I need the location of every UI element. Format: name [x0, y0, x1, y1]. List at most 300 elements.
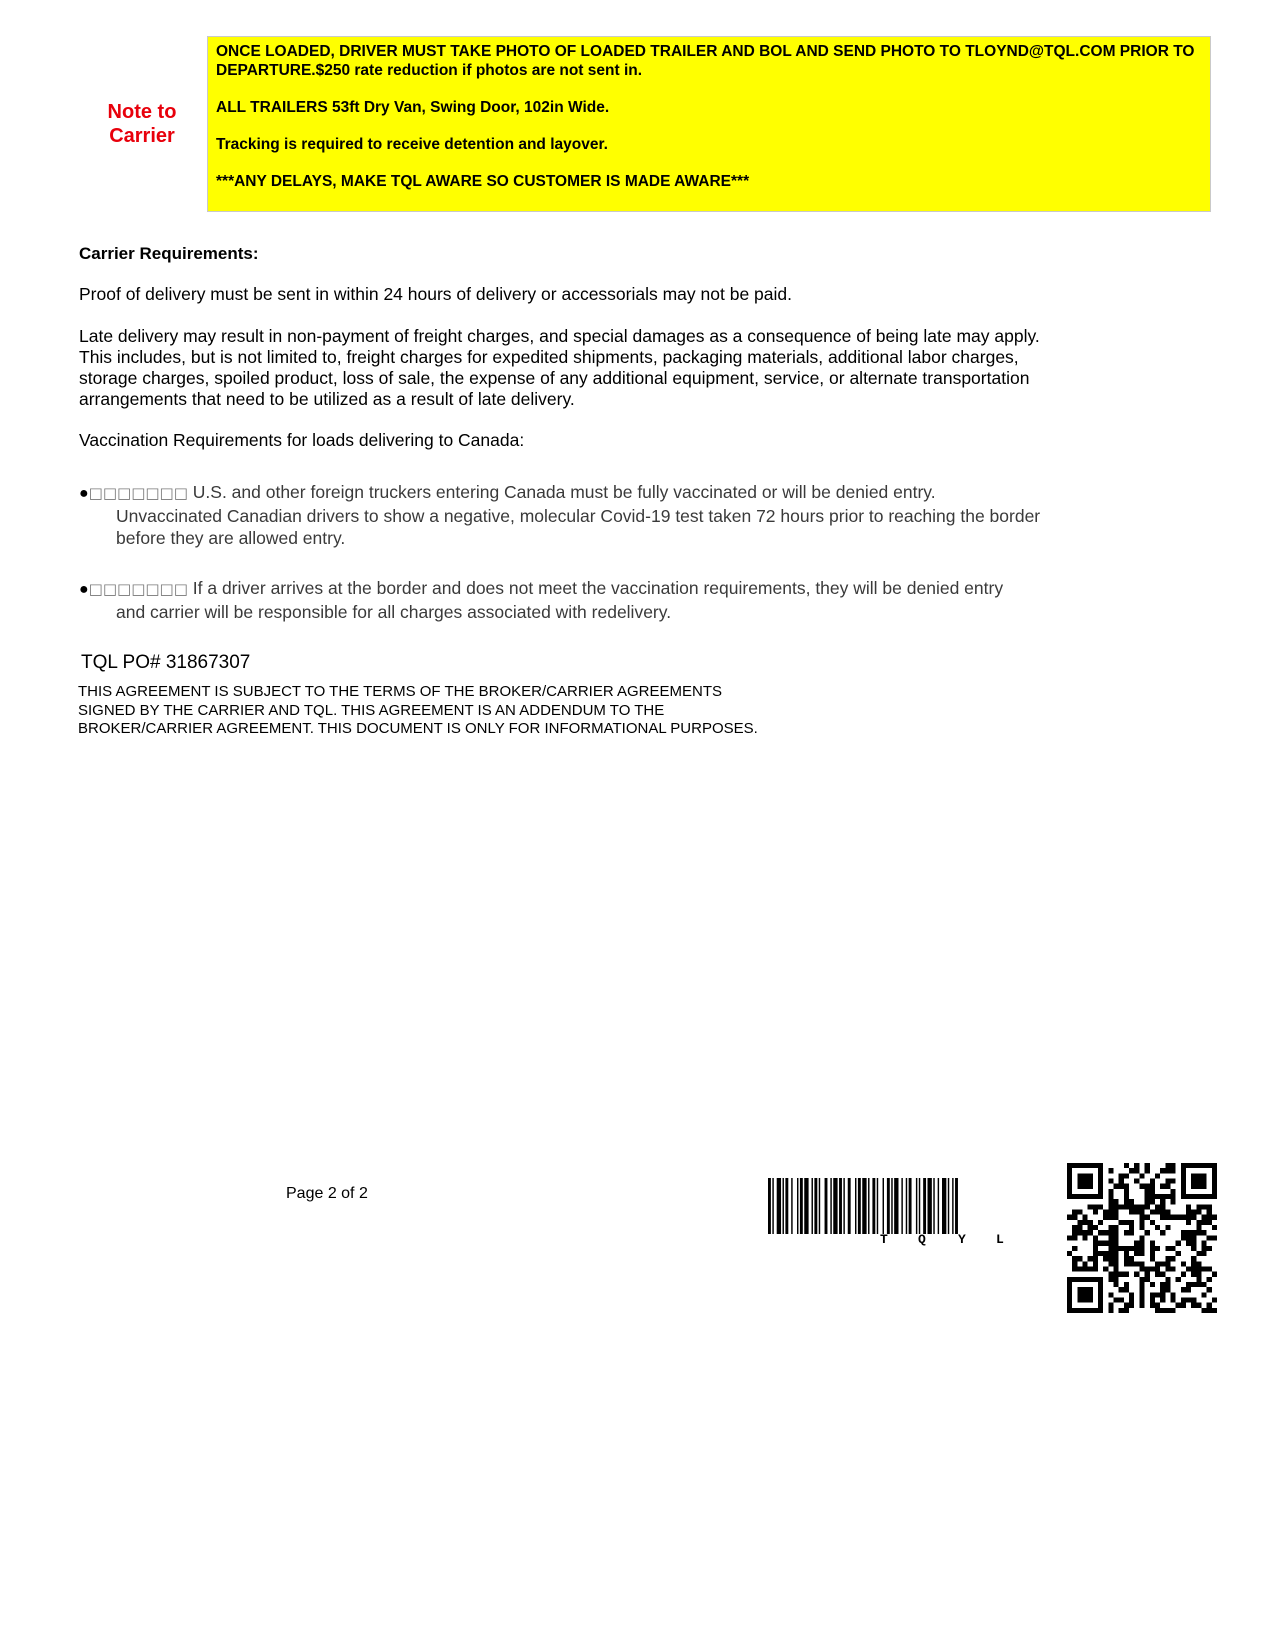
barcode-bar	[855, 1178, 856, 1234]
qr-module	[1098, 1308, 1103, 1313]
qr-module	[1155, 1308, 1160, 1313]
qr-module	[1181, 1163, 1186, 1168]
qr-module	[1176, 1241, 1181, 1246]
qr-module	[1114, 1266, 1119, 1271]
qr-module	[1114, 1210, 1119, 1215]
qr-module	[1150, 1251, 1155, 1256]
barcode-char: Y	[958, 1232, 966, 1247]
qr-module	[1129, 1292, 1134, 1297]
qr-module	[1150, 1282, 1155, 1287]
qr-module	[1134, 1261, 1139, 1266]
note-to-carrier-box	[207, 36, 1211, 212]
qr-module	[1083, 1173, 1088, 1178]
qr-module	[1155, 1225, 1160, 1230]
qr-module	[1186, 1287, 1191, 1292]
qr-module	[1088, 1292, 1093, 1297]
late-delivery-text: Late delivery may result in non-payment of freight charges, and special damages as a consequence of being late may apply. This includes, but is not limited to, freight charges for expedited shipments, packaging materials, additional labor charges, storage charges, spoiled product, loss of sale, the expense of any additional equipment, service, or alternate transportation arrangements that need to be utilized as a result of late delivery.	[79, 326, 1040, 409]
qr-module	[1191, 1194, 1196, 1199]
qr-module	[1108, 1189, 1113, 1194]
barcode-bar	[858, 1178, 861, 1234]
proof-of-delivery-text: Proof of delivery must be sent in within 24 hours of delivery or accessorials may not be paid.	[79, 284, 792, 304]
qr-module	[1108, 1230, 1113, 1235]
qr-module	[1196, 1220, 1201, 1225]
qr-module	[1072, 1235, 1077, 1240]
qr-module	[1165, 1277, 1170, 1282]
barcode-bar	[919, 1178, 920, 1234]
qr-module	[1098, 1184, 1103, 1189]
qr-module	[1103, 1251, 1108, 1256]
qr-module	[1139, 1287, 1144, 1292]
barcode-bar	[814, 1178, 817, 1234]
qr-module	[1077, 1179, 1082, 1184]
qr-module	[1145, 1266, 1150, 1271]
qr-module	[1083, 1292, 1088, 1297]
note-line: ONCE LOADED, DRIVER MUST TAKE PHOTO OF LOADED TRAILER AND BOL AND SEND PHOTO TO TLOYND@TQL.COM PRIOR TO DEPARTURE.$250 rate reduction if photos are not sent in.	[216, 43, 1195, 79]
qr-module	[1083, 1287, 1088, 1292]
qr-module	[1093, 1241, 1098, 1246]
qr-module	[1072, 1277, 1077, 1282]
qr-module	[1145, 1184, 1150, 1189]
qr-module	[1077, 1256, 1082, 1261]
barcode-bar	[777, 1178, 781, 1234]
qr-module	[1077, 1287, 1082, 1292]
qr-module	[1165, 1210, 1170, 1215]
barcode-char: L	[996, 1232, 1004, 1247]
barcode-bar	[901, 1178, 902, 1234]
qr-module	[1077, 1220, 1082, 1225]
qr-module	[1155, 1246, 1160, 1251]
barcode-bar	[833, 1178, 837, 1234]
qr-module	[1072, 1194, 1077, 1199]
qr-module	[1108, 1235, 1113, 1240]
qr-module	[1098, 1189, 1103, 1194]
qr-module	[1067, 1215, 1072, 1220]
qr-module	[1093, 1235, 1098, 1240]
qr-module	[1181, 1189, 1186, 1194]
qr-module	[1098, 1168, 1103, 1173]
qr-module	[1212, 1235, 1217, 1240]
qr-module	[1124, 1173, 1129, 1178]
barcode-char: T	[880, 1232, 888, 1247]
qr-module	[1077, 1210, 1082, 1215]
qr-module	[1139, 1184, 1144, 1189]
qr-module	[1072, 1210, 1077, 1215]
qr-module	[1067, 1173, 1072, 1178]
qr-module	[1114, 1241, 1119, 1246]
qr-module	[1093, 1194, 1098, 1199]
qr-module	[1145, 1215, 1150, 1220]
qr-module	[1129, 1210, 1134, 1215]
barcode-bar	[952, 1178, 953, 1234]
qr-module	[1191, 1163, 1196, 1168]
qr-module	[1186, 1241, 1191, 1246]
qr-module	[1160, 1297, 1165, 1302]
qr-module	[1176, 1251, 1181, 1256]
barcode-bar	[785, 1178, 788, 1234]
qr-module	[1114, 1230, 1119, 1235]
qr-module	[1108, 1251, 1113, 1256]
qr-module	[1165, 1261, 1170, 1266]
note-line: ALL TRAILERS 53ft Dry Van, Swing Door, 102in Wide.	[216, 99, 610, 116]
qr-module	[1176, 1303, 1181, 1308]
qr-module	[1093, 1204, 1098, 1209]
qr-module	[1088, 1256, 1093, 1261]
qr-module	[1186, 1210, 1191, 1215]
qr-module	[1108, 1199, 1113, 1204]
qr-module	[1191, 1179, 1196, 1184]
barcode-bar	[848, 1178, 851, 1234]
qr-module	[1139, 1251, 1144, 1256]
qr-module	[1108, 1168, 1113, 1173]
qr-module	[1077, 1308, 1082, 1313]
qr-module	[1201, 1179, 1206, 1184]
qr-module	[1077, 1266, 1082, 1271]
qr-module	[1129, 1246, 1134, 1251]
qr-module	[1160, 1168, 1165, 1173]
qr-module	[1196, 1251, 1201, 1256]
qr-module	[1083, 1163, 1088, 1168]
qr-module	[1212, 1297, 1217, 1302]
qr-module	[1098, 1287, 1103, 1292]
qr-module	[1139, 1235, 1144, 1240]
qr-module	[1093, 1246, 1098, 1251]
qr-module	[1114, 1256, 1119, 1261]
qr-module	[1155, 1292, 1160, 1297]
qr-module	[1150, 1241, 1155, 1246]
qr-module	[1108, 1256, 1113, 1261]
qr-module	[1129, 1199, 1134, 1204]
qr-module	[1196, 1266, 1201, 1271]
qr-module	[1067, 1163, 1072, 1168]
qr-module	[1083, 1261, 1088, 1266]
qr-module	[1088, 1204, 1093, 1209]
qr-module	[1201, 1308, 1206, 1313]
qr-module	[1181, 1179, 1186, 1184]
qr-code	[1067, 1163, 1217, 1313]
qr-module	[1098, 1230, 1103, 1235]
qr-module	[1067, 1235, 1072, 1240]
bullet-icon: ●	[79, 581, 89, 598]
qr-module	[1098, 1241, 1103, 1246]
qr-module	[1067, 1292, 1072, 1297]
qr-module	[1098, 1297, 1103, 1302]
qr-module	[1212, 1163, 1217, 1168]
barcode-bar	[791, 1178, 792, 1234]
qr-module	[1067, 1179, 1072, 1184]
qr-module	[1191, 1215, 1196, 1220]
qr-module	[1201, 1241, 1206, 1246]
qr-module	[1077, 1184, 1082, 1189]
qr-module	[1165, 1266, 1170, 1271]
qr-module	[1150, 1297, 1155, 1302]
qr-module	[1191, 1266, 1196, 1271]
qr-module	[1170, 1194, 1175, 1199]
qr-module	[1150, 1246, 1155, 1251]
qr-module	[1072, 1261, 1077, 1266]
qr-module	[1212, 1168, 1217, 1173]
qr-module	[1129, 1220, 1134, 1225]
qr-module	[1155, 1266, 1160, 1271]
qr-module	[1207, 1210, 1212, 1215]
qr-module	[1186, 1204, 1191, 1209]
qr-module	[1134, 1163, 1139, 1168]
qr-module	[1098, 1277, 1103, 1282]
qr-module	[1191, 1272, 1196, 1277]
qr-module	[1155, 1303, 1160, 1308]
qr-module	[1201, 1173, 1206, 1178]
qr-module	[1067, 1287, 1072, 1292]
qr-module	[1160, 1199, 1165, 1204]
qr-module	[1088, 1225, 1093, 1230]
qr-module	[1150, 1189, 1155, 1194]
qr-module	[1134, 1210, 1139, 1215]
qr-module	[1108, 1179, 1113, 1184]
qr-module	[1186, 1163, 1191, 1168]
qr-module	[1145, 1194, 1150, 1199]
qr-module	[1108, 1272, 1113, 1277]
qr-module	[1088, 1173, 1093, 1178]
qr-module	[1186, 1235, 1191, 1240]
qr-module	[1139, 1225, 1144, 1230]
qr-module	[1191, 1297, 1196, 1302]
qr-module	[1083, 1220, 1088, 1225]
qr-module	[1191, 1282, 1196, 1287]
qr-module	[1181, 1184, 1186, 1189]
carrier-requirements-title: Carrier Requirements:	[79, 244, 259, 263]
barcode-bar	[819, 1178, 820, 1234]
qr-module	[1207, 1266, 1212, 1271]
barcode-bar	[868, 1178, 869, 1234]
qr-module	[1103, 1210, 1108, 1215]
qr-module	[1170, 1168, 1175, 1173]
qr-module	[1077, 1194, 1082, 1199]
qr-module	[1119, 1179, 1124, 1184]
qr-module	[1181, 1173, 1186, 1178]
qr-module	[1170, 1179, 1175, 1184]
qr-module	[1186, 1297, 1191, 1302]
qr-module	[1139, 1204, 1144, 1209]
qr-module	[1072, 1308, 1077, 1313]
qr-module	[1067, 1189, 1072, 1194]
qr-module	[1129, 1297, 1134, 1302]
qr-module	[1212, 1215, 1217, 1220]
qr-module	[1072, 1163, 1077, 1168]
qr-module	[1088, 1184, 1093, 1189]
qr-module	[1170, 1308, 1175, 1313]
bullet-text: If a driver arrives at the border and does not meet the vaccination requirements, they will be denied entry	[192, 578, 1004, 598]
qr-module	[1124, 1272, 1129, 1277]
qr-module	[1170, 1163, 1175, 1168]
qr-module	[1093, 1163, 1098, 1168]
barcode-bar	[797, 1178, 798, 1234]
qr-module	[1196, 1261, 1201, 1266]
qr-module	[1160, 1287, 1165, 1292]
qr-module	[1165, 1163, 1170, 1168]
qr-module	[1098, 1204, 1103, 1209]
qr-module	[1160, 1261, 1165, 1266]
qr-module	[1083, 1215, 1088, 1220]
qr-module	[1170, 1292, 1175, 1297]
qr-module	[1165, 1256, 1170, 1261]
qr-module	[1139, 1292, 1144, 1297]
qr-module	[1134, 1241, 1139, 1246]
barcode-bar	[877, 1178, 878, 1234]
qr-module	[1207, 1204, 1212, 1209]
qr-module	[1114, 1204, 1119, 1209]
qr-module	[1191, 1256, 1196, 1261]
qr-module	[1196, 1163, 1201, 1168]
qr-module	[1093, 1225, 1098, 1230]
qr-module	[1114, 1184, 1119, 1189]
barcode-bar	[804, 1178, 808, 1234]
qr-module	[1093, 1210, 1098, 1215]
qr-module	[1124, 1308, 1129, 1313]
qr-module	[1114, 1235, 1119, 1240]
qr-module	[1150, 1256, 1155, 1261]
qr-module	[1072, 1246, 1077, 1251]
qr-module	[1134, 1168, 1139, 1173]
barcode-bar	[825, 1178, 828, 1234]
qr-module	[1114, 1246, 1119, 1251]
qr-module	[1088, 1266, 1093, 1271]
qr-module	[1129, 1256, 1134, 1261]
qr-module	[1212, 1179, 1217, 1184]
qr-module	[1191, 1184, 1196, 1189]
qr-module	[1129, 1225, 1134, 1230]
qr-module	[1124, 1256, 1129, 1261]
qr-module	[1098, 1292, 1103, 1297]
barcode-bar	[872, 1178, 875, 1234]
qr-module	[1207, 1220, 1212, 1225]
qr-module	[1196, 1194, 1201, 1199]
qr-module	[1196, 1225, 1201, 1230]
bullet-text-continued: and carrier will be responsible for all charges associated with redelivery.	[116, 602, 672, 622]
po-number: TQL PO# 31867307	[81, 652, 251, 673]
qr-module	[1139, 1282, 1144, 1287]
qr-module	[1155, 1261, 1160, 1266]
qr-module	[1134, 1246, 1139, 1251]
qr-module	[1077, 1297, 1082, 1302]
qr-module	[1134, 1251, 1139, 1256]
qr-module	[1165, 1179, 1170, 1184]
qr-module	[1145, 1204, 1150, 1209]
qr-module	[1181, 1272, 1186, 1277]
qr-module	[1077, 1277, 1082, 1282]
bullet-icon: ●	[79, 485, 89, 502]
barcode-bar	[772, 1178, 773, 1234]
qr-module	[1083, 1266, 1088, 1271]
qr-module	[1191, 1173, 1196, 1178]
qr-module	[1119, 1246, 1124, 1251]
barcode-bar	[839, 1178, 842, 1234]
qr-module	[1196, 1272, 1201, 1277]
qr-module	[1155, 1173, 1160, 1178]
qr-module	[1114, 1297, 1119, 1302]
qr-module	[1139, 1303, 1144, 1308]
bullet-item	[79, 481, 1089, 549]
qr-module	[1124, 1246, 1129, 1251]
qr-module	[1150, 1303, 1155, 1308]
qr-module	[1165, 1287, 1170, 1292]
qr-module	[1207, 1303, 1212, 1308]
qr-module	[1181, 1261, 1186, 1266]
qr-module	[1129, 1303, 1134, 1308]
qr-module	[1170, 1256, 1175, 1261]
qr-module	[1119, 1184, 1124, 1189]
qr-module	[1201, 1184, 1206, 1189]
qr-module	[1093, 1256, 1098, 1261]
qr-module	[1139, 1173, 1144, 1178]
qr-module	[1155, 1272, 1160, 1277]
qr-module	[1124, 1303, 1129, 1308]
qr-module	[1124, 1287, 1129, 1292]
qr-module	[1155, 1210, 1160, 1215]
bullet-item	[79, 577, 1089, 623]
barcode-bar	[938, 1178, 939, 1234]
qr-module	[1201, 1282, 1206, 1287]
qr-module	[1181, 1287, 1186, 1292]
qr-module	[1103, 1215, 1108, 1220]
qr-module	[1160, 1204, 1165, 1209]
bullet-text-continued: Unvaccinated Canadian drivers to show a negative, molecular Covid-19 test taken 72 hours prior to reaching the border before they are allowed entry.	[116, 506, 1041, 548]
qr-module	[1124, 1163, 1129, 1168]
qr-module	[1212, 1189, 1217, 1194]
qr-module	[1170, 1246, 1175, 1251]
qr-module	[1139, 1261, 1144, 1266]
qr-module	[1165, 1246, 1170, 1251]
qr-module	[1134, 1204, 1139, 1209]
qr-module	[1155, 1204, 1160, 1209]
qr-module	[1083, 1308, 1088, 1313]
qr-module	[1201, 1266, 1206, 1271]
qr-module	[1067, 1308, 1072, 1313]
qr-module	[1191, 1235, 1196, 1240]
qr-module	[1083, 1277, 1088, 1282]
qr-module	[1119, 1220, 1124, 1225]
qr-module	[1160, 1230, 1165, 1235]
qr-module	[1098, 1282, 1103, 1287]
qr-module	[1083, 1230, 1088, 1235]
qr-module	[1077, 1163, 1082, 1168]
qr-module	[1114, 1199, 1119, 1204]
qr-module	[1196, 1303, 1201, 1308]
qr-module	[1186, 1194, 1191, 1199]
barcode-bar	[783, 1178, 784, 1234]
qr-module	[1114, 1282, 1119, 1287]
qr-module	[1114, 1225, 1119, 1230]
barcode-bar	[768, 1178, 771, 1234]
qr-module	[1088, 1308, 1093, 1313]
qr-module	[1119, 1173, 1124, 1178]
qr-module	[1103, 1256, 1108, 1261]
qr-module	[1098, 1163, 1103, 1168]
qr-module	[1145, 1230, 1150, 1235]
qr-module	[1072, 1230, 1077, 1235]
qr-module	[1165, 1184, 1170, 1189]
qr-module	[1170, 1266, 1175, 1271]
qr-module	[1083, 1194, 1088, 1199]
qr-module	[1207, 1277, 1212, 1282]
qr-module	[1186, 1215, 1191, 1220]
qr-module	[1207, 1235, 1212, 1240]
qr-module	[1150, 1184, 1155, 1189]
missing-glyph-boxes: □□□□□□□	[88, 484, 188, 502]
qr-module	[1150, 1292, 1155, 1297]
qr-module	[1124, 1204, 1129, 1209]
qr-module	[1067, 1194, 1072, 1199]
qr-module	[1103, 1266, 1108, 1271]
qr-module	[1145, 1272, 1150, 1277]
